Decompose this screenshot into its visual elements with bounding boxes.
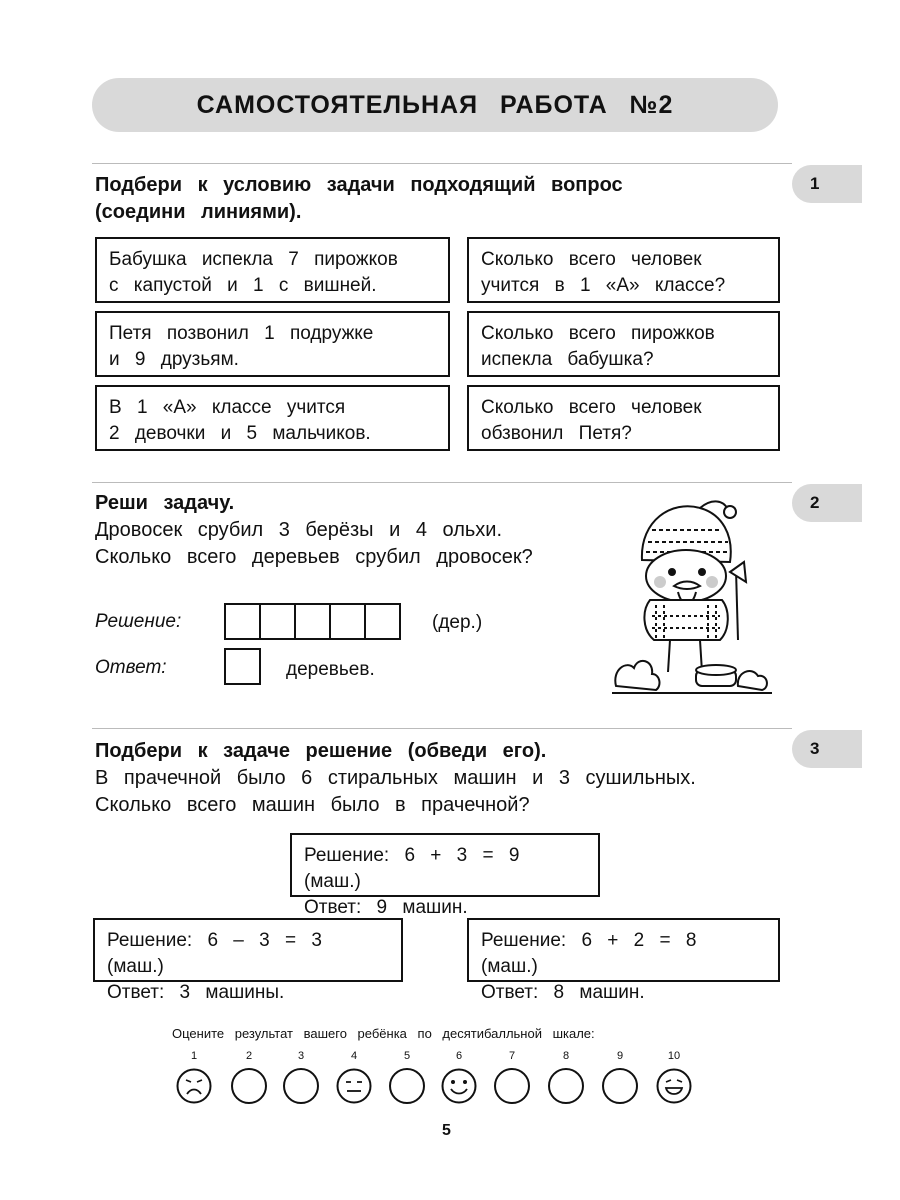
task-number-badge bbox=[792, 484, 862, 522]
rating-circle[interactable] bbox=[389, 1068, 425, 1104]
card-line: В 1 «А» классе учится bbox=[109, 397, 346, 418]
rating-number: 6 bbox=[455, 1050, 463, 1062]
task-number: 1 bbox=[810, 174, 820, 193]
task2-heading: Реши задачу. bbox=[95, 492, 235, 514]
answer-cell[interactable] bbox=[294, 603, 331, 640]
task1-heading-line1: Подбери к условию задачи подходящий вопрос bbox=[95, 174, 623, 196]
answer-cell[interactable] bbox=[259, 603, 296, 640]
card-line: Сколько всего пирожков bbox=[481, 323, 715, 344]
big-smile-face-icon[interactable] bbox=[656, 1068, 692, 1104]
smile-face-icon[interactable] bbox=[441, 1068, 477, 1104]
page-number: 5 bbox=[442, 1122, 451, 1139]
task3-text bbox=[95, 738, 696, 819]
answer-unit: деревьев. bbox=[286, 659, 375, 680]
card-line: Сколько всего человек bbox=[481, 249, 702, 270]
answer-cell[interactable] bbox=[364, 603, 401, 640]
solution-option[interactable] bbox=[93, 918, 403, 1003]
lumberjack-illustration bbox=[612, 490, 772, 700]
rating-number: 7 bbox=[508, 1050, 516, 1062]
task3-line1: В прачечной было 6 стиральных машин и 3 сушильных. bbox=[95, 767, 696, 789]
task3-line2: Сколько всего машин было в прачечной? bbox=[95, 794, 530, 816]
answer-label: Ответ: bbox=[95, 657, 167, 678]
task2-line2: Сколько всего деревьев срубил дровосек? bbox=[95, 546, 533, 568]
rating-circle[interactable] bbox=[283, 1068, 319, 1104]
option-solution: Решение: 6 + 2 = 8 (маш.) bbox=[481, 930, 697, 977]
page-title-bar bbox=[92, 78, 778, 132]
rating-number: 9 bbox=[616, 1050, 624, 1062]
divider bbox=[92, 728, 792, 729]
condition-card[interactable] bbox=[95, 311, 450, 377]
option-answer: Ответ: 9 машин. bbox=[304, 897, 468, 918]
answer-cell[interactable] bbox=[329, 603, 366, 640]
task1-heading-line2: (соедини линиями). bbox=[95, 201, 302, 223]
task3-heading: Подбери к задаче решение (обведи его). bbox=[95, 740, 547, 762]
question-card[interactable] bbox=[467, 237, 780, 303]
rating-circle[interactable] bbox=[231, 1068, 267, 1104]
option-answer: Ответ: 8 машин. bbox=[481, 982, 645, 1003]
card-line: 2 девочки и 5 мальчиков. bbox=[109, 423, 371, 444]
rating-label: Оцените результат вашего ребёнка по десятибалльной шкале: bbox=[172, 1026, 595, 1041]
page-title: САМОСТОЯТЕЛЬНАЯ РАБОТА №2 bbox=[196, 90, 674, 119]
rating-number: 8 bbox=[562, 1050, 570, 1062]
option-solution: Решение: 6 – 3 = 3 (маш.) bbox=[107, 930, 322, 977]
task-number: 2 bbox=[810, 493, 820, 512]
card-line: Бабушка испекла 7 пирожков bbox=[109, 249, 398, 270]
rating-number: 2 bbox=[245, 1050, 253, 1062]
rating-circle[interactable] bbox=[602, 1068, 638, 1104]
divider bbox=[92, 163, 792, 164]
rating-number: 10 bbox=[667, 1050, 681, 1062]
card-line: Петя позвонил 1 подружке bbox=[109, 323, 374, 344]
neutral-face-icon[interactable] bbox=[336, 1068, 372, 1104]
rating-circle[interactable] bbox=[548, 1068, 584, 1104]
option-solution: Решение: 6 + 3 = 9 (маш.) bbox=[304, 845, 520, 892]
card-line: с капустой и 1 с вишней. bbox=[109, 275, 377, 296]
option-answer: Ответ: 3 машины. bbox=[107, 982, 285, 1003]
solution-option[interactable] bbox=[467, 918, 780, 1003]
question-card[interactable] bbox=[467, 311, 780, 377]
card-line: обзвонил Петя? bbox=[481, 423, 632, 444]
condition-card[interactable] bbox=[95, 385, 450, 451]
task1-heading bbox=[95, 172, 623, 226]
rating-number: 1 bbox=[190, 1050, 198, 1062]
answer-cell[interactable] bbox=[224, 603, 261, 640]
rating-number: 3 bbox=[297, 1050, 305, 1062]
question-card[interactable] bbox=[467, 385, 780, 451]
rating-circle[interactable] bbox=[494, 1068, 530, 1104]
rating-number: 5 bbox=[403, 1050, 411, 1062]
card-line: испекла бабушка? bbox=[481, 349, 654, 370]
solution-cells[interactable] bbox=[224, 603, 401, 640]
sad-face-icon[interactable] bbox=[176, 1068, 212, 1104]
task2-line1: Дровосек срубил 3 берёзы и 4 ольхи. bbox=[95, 519, 503, 541]
task-number-badge bbox=[792, 165, 862, 203]
solution-unit: (дер.) bbox=[432, 612, 483, 633]
task2-text bbox=[95, 490, 533, 571]
solution-label: Решение: bbox=[95, 611, 182, 632]
divider bbox=[92, 482, 792, 483]
task-number: 3 bbox=[810, 739, 820, 758]
card-line: учится в 1 «А» классе? bbox=[481, 275, 726, 296]
condition-card[interactable] bbox=[95, 237, 450, 303]
solution-option[interactable] bbox=[290, 833, 600, 918]
answer-cell[interactable] bbox=[224, 648, 261, 690]
card-line: Сколько всего человек bbox=[481, 397, 702, 418]
card-line: и 9 друзьям. bbox=[109, 349, 239, 370]
task-number-badge bbox=[792, 730, 862, 768]
rating-number: 4 bbox=[350, 1050, 358, 1062]
